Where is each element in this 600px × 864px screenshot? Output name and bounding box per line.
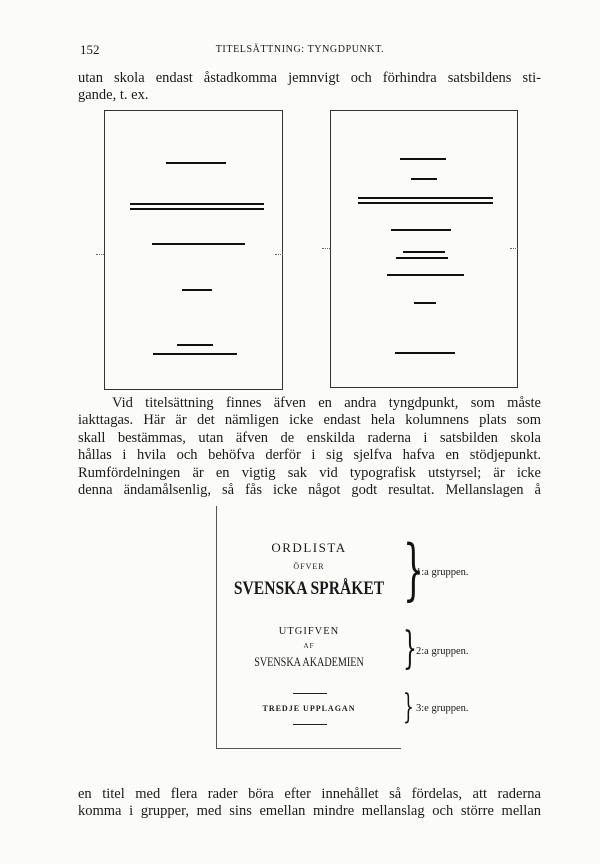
title-line-ofver: ÖFVER <box>293 562 325 571</box>
center-marker <box>510 248 518 249</box>
center-marker <box>322 248 330 249</box>
line-mark <box>391 229 451 231</box>
line-mark <box>358 197 493 199</box>
text-line: skall bestämmas, utan äfven de enskilda raderna i satsbilden skola <box>78 429 541 446</box>
title-line-af: AF <box>303 642 315 650</box>
text-line: denna ändamålsenlig, så fås icke något godt resultat. Mellanslagen å <box>78 482 541 499</box>
paragraph-main <box>78 395 541 499</box>
title-line-ordlista: ORDLISTA <box>271 540 347 555</box>
line-mark <box>130 208 264 210</box>
example-diagram-right <box>330 110 518 388</box>
text-line: iakttagas. Här är det nämligen icke endast hela kolumnens plats som <box>78 412 541 429</box>
text-line: komma i grupper, med sins emellan mindre mellanslag och större mellan <box>78 803 541 820</box>
group-label-3: 3:e gruppen. <box>416 703 469 714</box>
brace-group-2: } <box>403 623 417 674</box>
brace-group-1: } <box>403 531 424 608</box>
title-line-edition: TREDJE UPPLAGAN <box>262 704 356 713</box>
text-line: utan skola endast åstadkomma jemnvigt och förhindra satsbildens sti- <box>78 70 541 86</box>
line-mark <box>130 203 264 205</box>
line-mark <box>396 257 448 259</box>
line-mark <box>166 162 226 164</box>
text-line: Rumfördelningen är en vigtig sak vid typografisk utstyrsel; är icke <box>78 464 541 481</box>
line-mark <box>411 178 437 180</box>
text-line: hållas i hvila och behöfva derför i sig sjelfva hafva en stödjepunkt. <box>78 447 541 464</box>
line-mark <box>403 251 445 253</box>
line-mark <box>387 274 464 276</box>
line-mark <box>395 352 455 354</box>
text-line: en titel med flera rader böra efter innehållet så fördelas, att raderna <box>78 786 541 802</box>
rule <box>293 693 327 694</box>
title-page-example <box>216 506 401 749</box>
line-mark <box>177 344 213 346</box>
center-marker <box>275 254 283 255</box>
line-mark <box>400 158 446 160</box>
center-marker <box>96 254 104 255</box>
title-line-publisher: SVENSKA AKADEMIEN <box>254 654 364 669</box>
brace-group-3: } <box>403 687 414 727</box>
paragraph-intro <box>78 70 541 105</box>
rule <box>293 724 327 725</box>
title-line-main: SVENSKA SPRÅKET <box>233 578 385 599</box>
title-line-utgifven: UTGIFVEN <box>278 626 340 637</box>
line-mark <box>153 353 237 355</box>
running-title: TITELSÄTTNING: TYNGDPUNKT. <box>215 44 385 55</box>
text-line: gande, t. ex. <box>78 87 149 104</box>
group-label-1: 1:a gruppen. <box>416 567 469 578</box>
line-mark <box>414 302 436 304</box>
text-line: Vid titelsättning finnes äfven en andra tyngdpunkt, som måste <box>112 395 541 411</box>
line-mark <box>152 243 245 245</box>
group-label-2: 2:a gruppen. <box>416 646 469 657</box>
line-mark <box>358 202 493 204</box>
page-number: 152 <box>80 42 100 57</box>
example-diagram-left <box>104 110 283 390</box>
line-mark <box>182 289 212 291</box>
paragraph-closing <box>78 786 541 821</box>
